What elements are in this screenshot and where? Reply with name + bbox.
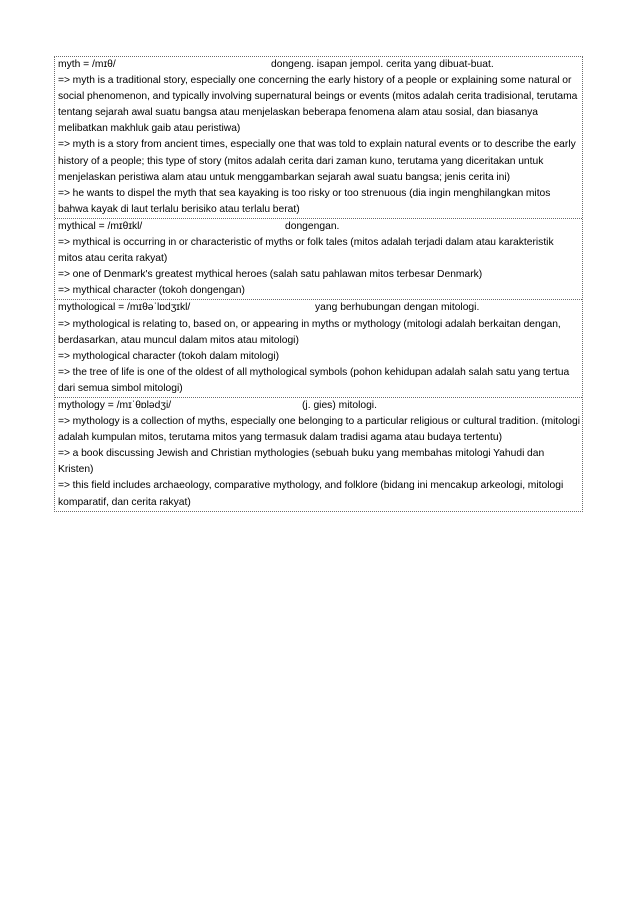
entry-headline [58,57,580,73]
example-line: => one of Denmark's greatest mythical heroes (salah satu pahlawan mitos terbesar Denmark) [58,269,483,281]
example-line: => a book discussing Jewish and Christian mythologies (sebuah buku yang membahas mitologi Yahudi dan Kristen) [58,448,545,476]
entry-headline [58,398,580,414]
entry-mythology [55,397,582,511]
example-line: => mythological is relating to, based on, or appearing in myths or mythology (mitologi adalah berkaitan dengan, berdasarkan, atau muncul dalam mitos atau mitologi) [58,318,561,346]
example-line: => the tree of life is one of the oldest of all mythological symbols (pohon kehidupan adalah salah satu yang tertua dari semua simbol mitologi) [58,366,570,394]
gloss: (j. gies) mitologi. [302,399,377,411]
headword: mythical = /mɪθɪkl/ [58,220,143,232]
entry-myth [55,57,582,218]
entry-mythological [55,299,582,397]
example-line: => mythical is occurring in or characteristic of myths or folk tales (mitos adalah terjadi dalam atau karakteristik mitos atau cerita rakyat) [58,237,554,265]
example-line: => mythical character (tokoh dongengan) [58,285,245,297]
example-line: => mythology is a collection of myths, especially one belonging to a particular religious or cultural tradition. (mitologi adalah kumpulan mitos, terutama mitos yang termasuk dalam tradisi agama atau budaya tertentu) [58,416,581,444]
headword: mythological = /mɪθəˈlɒdʒɪkl/ [58,302,191,314]
entry-mythical [55,218,582,299]
example-line: => myth is a story from ancient times, especially one that was told to explain natural events or to describe the early history of a people; this type of story (mitos adalah cerita dari zaman kuno, terutama yang diceritakan untuk menjelaskan peristiwa alam atau untuk menggambarkan sejarah awal suatu bangsa; jenis cerita ini) [58,139,576,183]
headword: myth = /mɪθ/ [58,59,116,70]
example-line: => mythological character (tokoh dalam mitologi) [58,350,280,362]
example-line: => myth is a traditional story, especially one concerning the early history of a people or explaining some natural or social phenomenon, and typically involving supernatural beings or events (mitos adalah cerita tradisional, terutama tentang sejarah awal suatu bangsa atau menjelaskan beberapa fenomena alam atau sosial, dan biasanya melibatkan makhluk gaib atau peristiwa) [58,75,578,135]
example-line: => this field includes archaeology, comparative mythology, and folklore (bidang ini mencakup arkeologi, mitologi komparatif, dan cerita rakyat) [58,480,564,508]
gloss: yang berhubungan dengan mitologi. [315,302,480,314]
gloss: dongengan. [285,220,340,232]
entry-headline [58,219,580,235]
headword: mythology = /mɪˈθɒlədʒi/ [58,399,172,411]
example-line: => he wants to dispel the myth that sea kayaking is too risky or too strenuous (dia ingin menghilangkan mitos bahwa kayak di laut terlalu berisiko atau terlalu berat) [58,187,551,215]
entry-headline [58,300,580,316]
dictionary-document [54,56,583,512]
gloss: dongeng. isapan jempol. cerita yang dibuat-buat. [271,59,494,70]
